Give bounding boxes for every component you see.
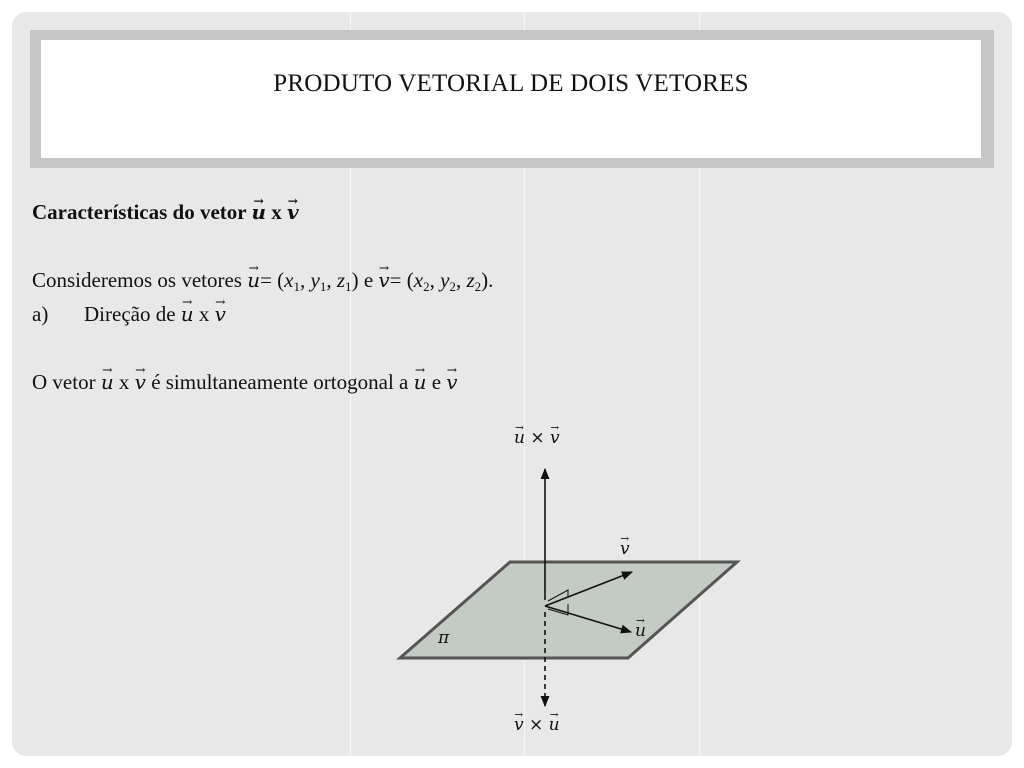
- label-v: [620, 539, 630, 559]
- coord-y: y: [310, 268, 320, 292]
- vector-v-symbol: → v: [446, 370, 457, 394]
- vector-u-symbol: → u: [635, 621, 646, 641]
- vector-u-symbol: → u: [181, 302, 194, 326]
- label-pi: π: [438, 628, 450, 648]
- coord-z: z: [336, 268, 346, 292]
- cross-symbol: ×: [530, 428, 545, 448]
- vector-v-symbol: → v: [620, 539, 630, 559]
- comma: ,: [429, 268, 435, 292]
- coord-x: x: [284, 268, 294, 292]
- sentence-start: O vetor: [32, 370, 96, 394]
- item-text: Direção de: [84, 302, 176, 326]
- index: 2: [423, 278, 430, 294]
- vector-v-symbol: → v: [135, 370, 146, 394]
- sentence-middle: é simultaneamente ortogonal a: [151, 370, 409, 394]
- label-u-cross-v: [514, 428, 560, 448]
- index: 2: [449, 278, 456, 294]
- end-paren: ).: [481, 268, 494, 292]
- close-paren: ): [351, 268, 359, 292]
- slide-title: PRODUTO VETORIAL DE DOIS VETORES: [273, 70, 749, 97]
- cross-symbol: x: [118, 370, 130, 394]
- vector-v-symbol: → v: [550, 428, 560, 448]
- vector-u-symbol: → u: [251, 200, 266, 224]
- cross-symbol: x: [198, 302, 210, 326]
- vector-v-symbol: → v: [514, 715, 524, 735]
- comma: ,: [300, 268, 306, 292]
- list-marker: a): [32, 302, 49, 326]
- and-text: e: [431, 370, 442, 394]
- and-text: e: [363, 268, 374, 292]
- cross-symbol: x: [271, 200, 282, 224]
- vector-u-symbol: → u: [247, 268, 260, 292]
- intro-text: Consideremos os vetores: [32, 268, 242, 292]
- label-v-cross-u: [514, 715, 560, 735]
- coord-y: y: [440, 268, 450, 292]
- cross-symbol: ×: [529, 715, 544, 735]
- vector-v-symbol: → v: [378, 268, 389, 292]
- vector-u-symbol: → u: [549, 715, 560, 735]
- vector-u-symbol: → u: [414, 370, 427, 394]
- coord-x: x: [413, 268, 424, 292]
- comma: ,: [455, 268, 462, 292]
- index: 1: [345, 278, 352, 294]
- coord-z: z: [466, 268, 475, 292]
- vector-v-symbol: → v: [215, 302, 226, 326]
- vector-u-symbol: → u: [101, 370, 114, 394]
- comma: ,: [326, 268, 332, 292]
- vector-v-symbol: → v: [287, 200, 299, 224]
- index: 2: [474, 278, 482, 294]
- index: 1: [319, 278, 327, 294]
- equals-open: = (: [389, 268, 414, 292]
- index: 1: [293, 278, 301, 294]
- label-u: [635, 621, 646, 641]
- vector-u-symbol: → u: [514, 428, 525, 448]
- equals-open: = (: [260, 268, 285, 292]
- heading-text: Características do vetor: [32, 200, 247, 224]
